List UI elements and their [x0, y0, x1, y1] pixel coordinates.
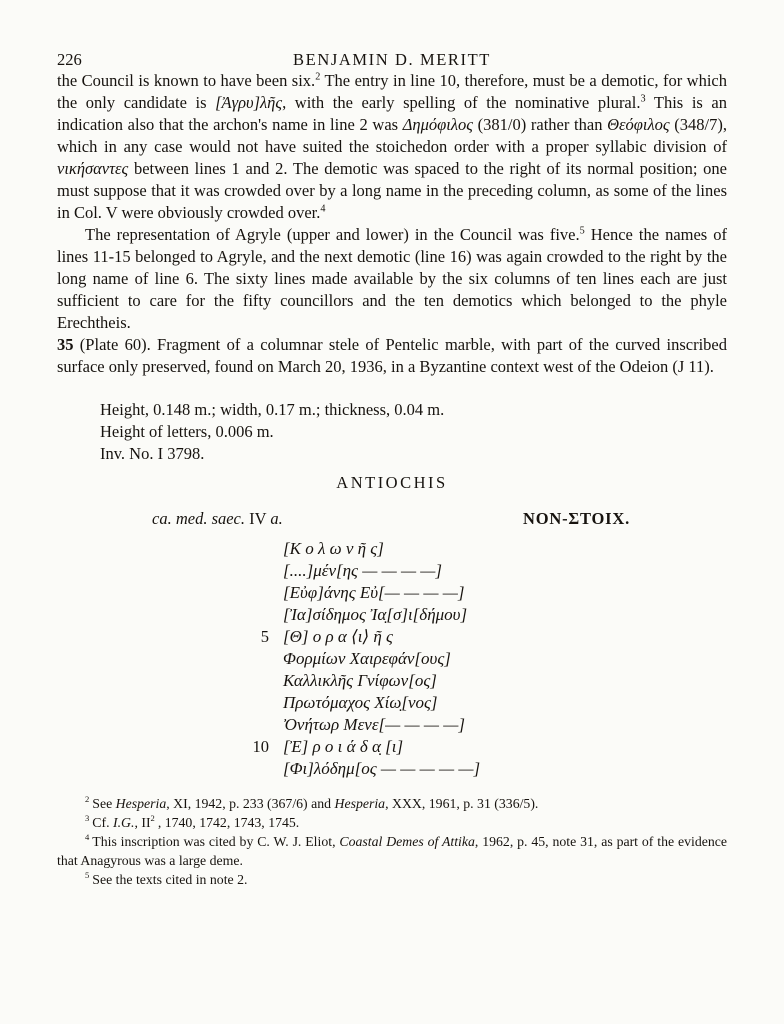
superscript-ref: 2: [150, 813, 155, 824]
greek-line-text: [Ἰα]σίδημος Ἰα̣[σ]ι[δήμου]: [283, 605, 468, 624]
footnote-marker: 2: [85, 794, 90, 805]
text-segment: (Plate 60). Fragment of a columnar stele of Pentelic marble, with part of the curved inscribed surface only preserved, found on March 20, 1936, in a Byzantine context west of the Odeion (J 11).: [57, 335, 727, 376]
line-number: [197, 582, 283, 604]
text-segment: See: [92, 796, 116, 811]
superscript-ref: 5: [579, 225, 585, 237]
text-segment: This is an indication also that the archon's name in line 2 was: [57, 93, 727, 134]
inscription-transcription: [197, 538, 727, 780]
greek-line-text: [Φι]λόδημ[ος — — — — —]: [283, 759, 481, 778]
text-segment: , XI, 1942, p. 233 (367/6) and: [166, 796, 335, 811]
inscription-line: [197, 692, 727, 714]
inventory-number: Inv. No. I 3798.: [100, 444, 205, 463]
stoichedon-style-label: ΝΟΝ-ΣΤΟΙΧ.: [523, 509, 630, 528]
text-segment: Coastal Demes of Attika: [339, 834, 475, 849]
text-segment: , 1740, 1742, 1743, 1745.: [157, 815, 300, 830]
footnote-text: [92, 872, 247, 887]
inscription-line: [197, 538, 727, 560]
greek-line-text: [Εὐφ]άνης Εὐ[— — — —]: [283, 583, 465, 602]
text-segment: ca. med. saec.: [152, 509, 246, 528]
footnote-4: [57, 832, 727, 870]
superscript-ref: 4: [320, 203, 326, 215]
inscription-line: [197, 714, 727, 736]
text-segment: Cf.: [92, 815, 113, 830]
footnotes-block: [57, 794, 727, 889]
text-segment: , XXX, 1961, p. 31 (336/5).: [385, 796, 539, 811]
footnote-3: [57, 813, 727, 832]
line-number: [197, 604, 283, 626]
text-segment: 35: [57, 335, 74, 354]
text-segment: Hesperia: [115, 796, 167, 811]
footnote-marker: 4: [85, 832, 90, 843]
text-segment: See the texts cited in note 2.: [92, 872, 248, 887]
tribe-heading: ANTIOCHIS: [336, 473, 448, 492]
page-number: 226: [57, 50, 82, 69]
greek-line-text: Πρωτόμαχος Χίω̣[νος]: [283, 693, 438, 712]
measurement-letter-height: Height of letters, 0.006 m.: [100, 422, 274, 441]
text-segment: (348/7), which in any case would not have suited the stoichedon order with a proper syllabic division of: [57, 115, 728, 156]
text-segment: between lines 1 and 2. The demotic was spaced to the right of its normal position; one must suppose that it was crowded over by a long name in the preceding column, as some of the lines in Col. V were obviously crowded over.: [57, 159, 727, 222]
line-number: [197, 560, 283, 582]
greek-text: νικήσαντες: [57, 159, 129, 178]
line-number: [197, 692, 283, 714]
footnote-text: [92, 796, 538, 811]
superscript-ref: 3: [640, 93, 646, 105]
text-segment: , 1962, p. 45, note 31, as part of the evidence that Anagyrous was a large deme.: [57, 834, 727, 868]
greek-line-text: [Κ ο λ ω ν ῆ ς]: [283, 539, 384, 558]
inscription-dateline: [57, 508, 727, 530]
measurements-block: [100, 399, 727, 465]
greek-text: Θεόφιλος: [607, 115, 670, 134]
inscription-line: [197, 560, 727, 582]
text-segment: The entry in line 10, therefore, must be a demotic, for which the only candidate is: [57, 71, 727, 112]
greek-line-text: Φορμίων Χαιρεφάν[ους]: [283, 649, 451, 668]
catalogue-entry-35: [57, 334, 727, 378]
text-segment: , II: [134, 815, 151, 830]
text-segment: the Council is known to have been six.: [57, 71, 316, 90]
text-segment: a.: [270, 509, 283, 528]
line-number: 5: [260, 627, 269, 646]
greek-text: [Ἀγρυ]λῆς: [215, 93, 283, 112]
text-segment: Hesperia: [334, 796, 386, 811]
inscription-line: [197, 648, 727, 670]
footnote-5: [57, 870, 727, 889]
page-header: [57, 50, 727, 70]
line-number: 10: [252, 737, 269, 756]
footnote-text: [92, 815, 299, 830]
line-number: [197, 758, 283, 780]
line-number: [197, 670, 283, 692]
greek-line-text: [Ἐ] ρ ο ι ά δ α̣ [ι]: [283, 737, 404, 756]
measurement-dimensions: Height, 0.148 m.; width, 0.17 m.; thickness, 0.04 m.: [100, 400, 445, 419]
text-segment: (381/0) rather than: [472, 115, 608, 134]
inscription-line: [197, 736, 727, 758]
text-segment: , with the early spelling of the nominative plural.: [282, 93, 641, 112]
inscription-line: [197, 670, 727, 692]
inscription-line: [197, 582, 727, 604]
paragraph-council-continuation: [57, 70, 727, 224]
text-segment: IV: [245, 509, 271, 528]
greek-text: Δημόφιλος: [402, 115, 473, 134]
line-number: [197, 538, 283, 560]
text-segment: The representation of Agryle (upper and lower) in the Council was five.: [85, 225, 580, 244]
date-label: [152, 508, 283, 530]
footnote-marker: 3: [85, 813, 90, 824]
greek-line-text: Καλλικλῆς Γνίφων[ος]: [283, 671, 437, 690]
greek-line-text: [....]μέν[ης — — — —]: [283, 561, 443, 580]
superscript-ref: 2: [315, 71, 321, 83]
text-segment: I.G.: [112, 815, 135, 830]
inscription-line: [197, 604, 727, 626]
footnote-marker: 5: [85, 870, 90, 881]
footnote-2: [57, 794, 727, 813]
greek-line-text: [Θ] ο ρ α ⟨ι⟩ ῆ ς: [283, 627, 393, 646]
inscription-line: [197, 758, 727, 780]
paragraph-agryle-representation: [57, 224, 727, 334]
line-number: [197, 714, 283, 736]
greek-line-text: Ὀνήτωρ Μενε[— — — —]: [283, 715, 465, 734]
running-head-author: BENJAMIN D. MERITT: [293, 50, 491, 69]
text-segment: This inscription was cited by C. W. J. Eliot,: [92, 834, 340, 849]
text-segment: Hence the names of lines 11-15 belonged to Agryle, and the next demotic (line 16) was again crowded to the right by the long name of line 6. The sixty lines made available by the six columns of ten lines each are just sufficient to care for the fifty councillors and the ten demotics which belonged to the phyle Erechtheis.: [57, 225, 727, 332]
line-number: [197, 648, 283, 670]
footnote-text: [57, 834, 727, 868]
inscription-line: [197, 626, 727, 648]
